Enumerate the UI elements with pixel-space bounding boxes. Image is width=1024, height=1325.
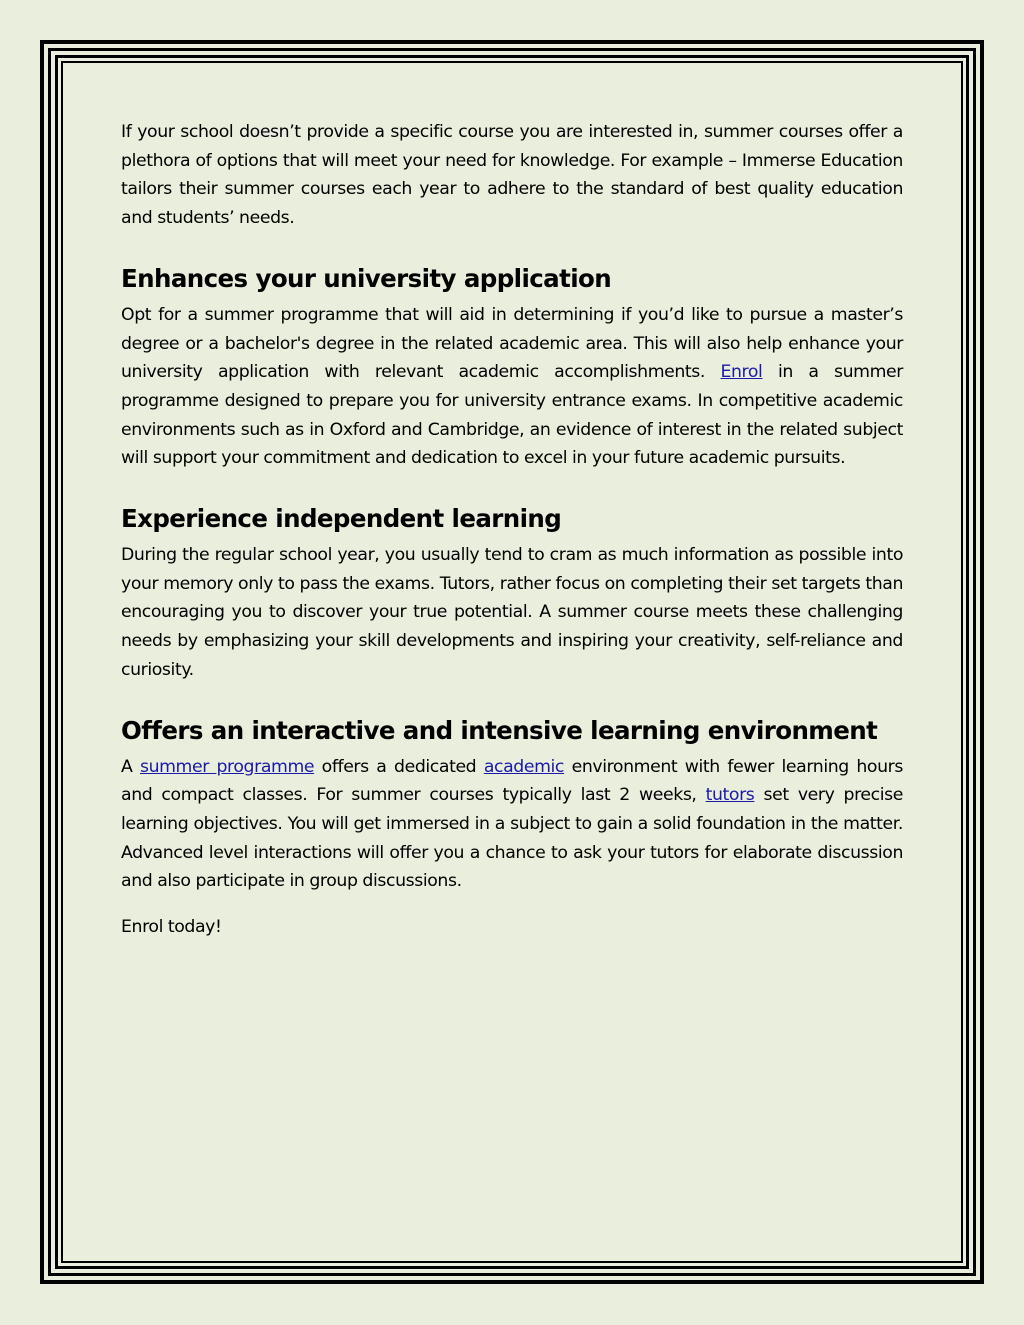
section-paragraph-independent-learning: During the regular school year, you usually tend to cram as much information as possible into your memory only to pass the exams. Tutors, rather focus on completing their set targets than encouraging you to discover your true potential. A summer course meets these challenging needs by emphasizing your skill developments and inspiring your creativity, self-reliance and curiosity.: [121, 545, 903, 680]
paragraph-text: in a summer programme designed to prepare you for university entrance exams. In competitive academic environments such as in Oxford and Cambridge, an evidence of interest in the related subject will support your commitment and dedication to excel in your future academic pursuits.: [121, 362, 903, 469]
paragraph-text: environment with fewer learning hours and compact classes. For summer courses typically last 2 weeks,: [121, 756, 903, 806]
enrol-link[interactable]: Enrol: [720, 362, 763, 383]
paragraph-text: A: [121, 756, 140, 777]
tutors-link[interactable]: tutors: [705, 785, 755, 806]
intro-paragraph: If your school doesn’t provide a specific course you are interested in, summer courses offer a plethora of options that will meet your need for knowledge. For example – Immerse Education tailors their summer courses each year to adhere to the standard of best quality education and students’ needs.: [121, 122, 903, 229]
academic-link[interactable]: academic: [483, 756, 565, 777]
section-paragraph-learning-environment: [121, 753, 903, 897]
summer-programme-link[interactable]: summer programme: [139, 756, 315, 777]
section-paragraph-university-application: [121, 301, 903, 473]
section-heading-university-application: Enhances your university application: [121, 263, 612, 293]
paragraph-text: offers a dedicated: [314, 756, 484, 777]
section-heading-independent-learning: Experience independent learning: [121, 504, 562, 534]
section-heading-learning-environment: Offers an interactive and intensive learning environment: [121, 715, 878, 745]
document-body: [121, 118, 903, 942]
closing-line: Enrol today!: [121, 917, 222, 938]
paragraph-text: Opt for a summer programme that will aid in determining if you’d like to pursue a master’s degree or a bachelor's degree in the related academic area. This will also help enhance your university application with relevant academic accomplishments.: [121, 304, 903, 383]
paragraph-text: set very precise learning objectives. You will get immersed in a subject to gain a solid foundation in the matter. Advanced level interactions will offer you a chance to ask your tutors for elaborate discussion and also participate in group discussions.: [121, 785, 903, 892]
